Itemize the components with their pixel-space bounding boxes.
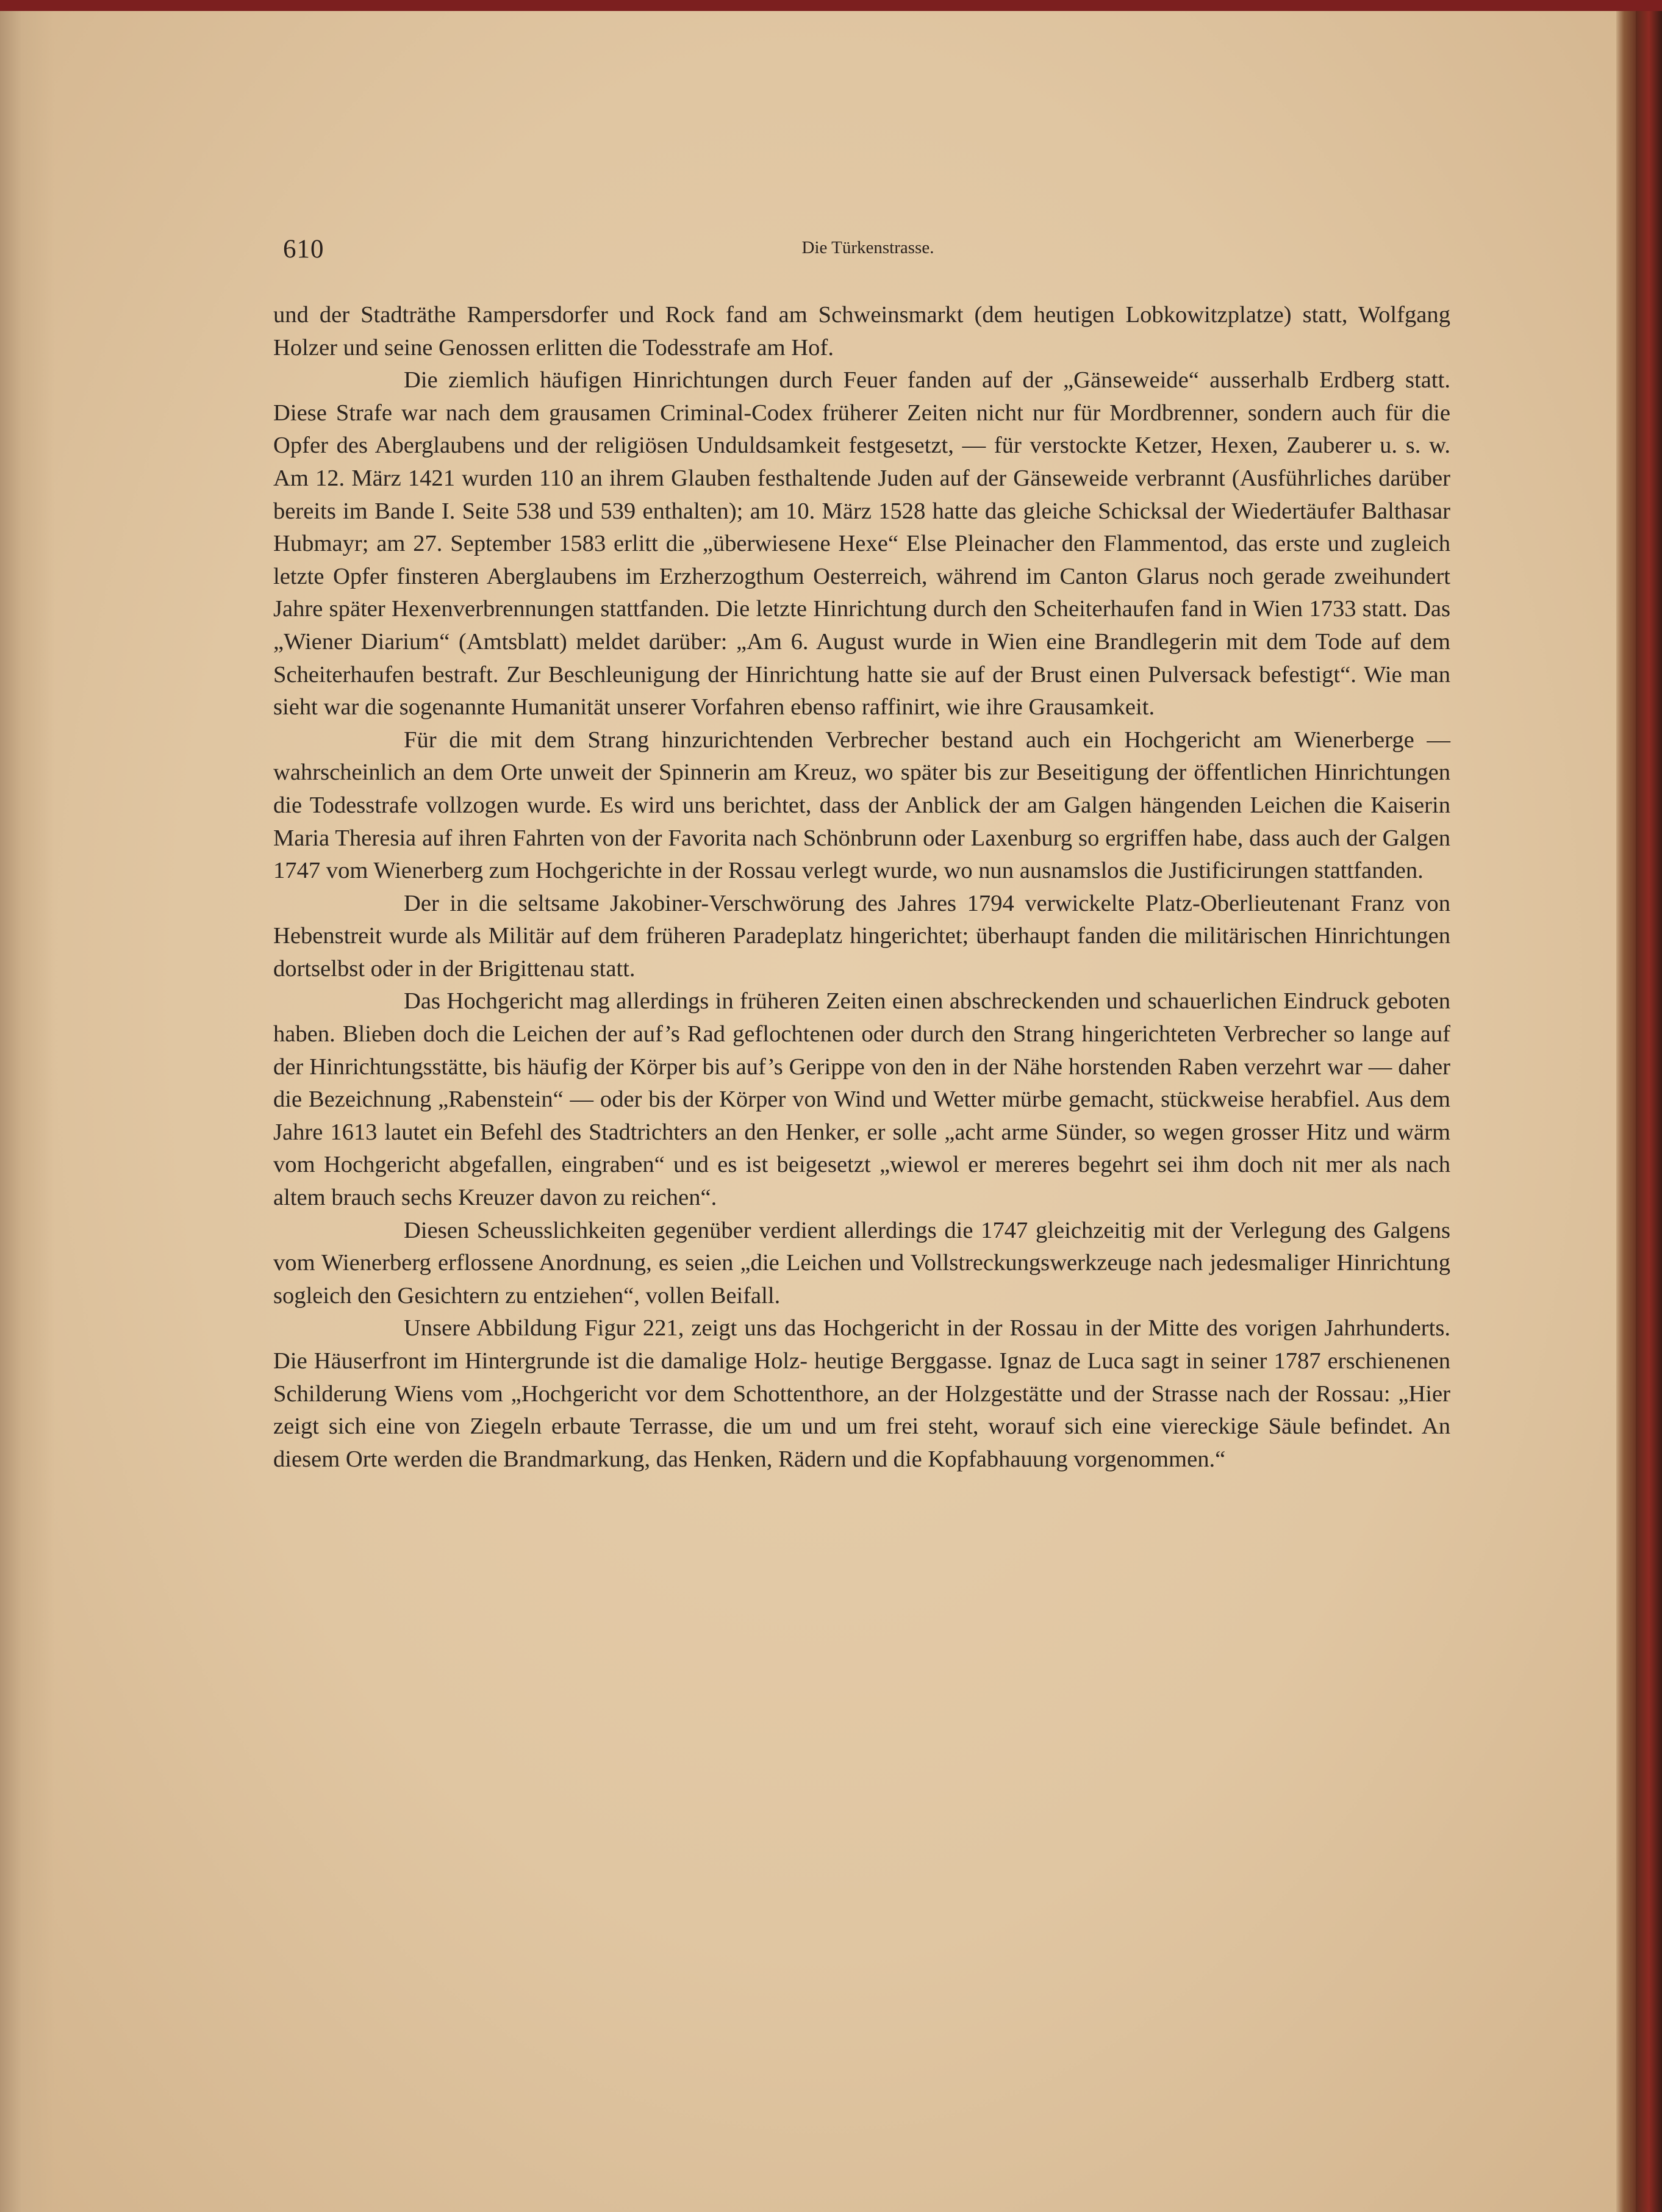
paragraph-7: Unsere Abbildung Figur 221, zeigt uns das Hochgericht in der Rossau in der Mitte des vorigen Jahrhunderts. Die Häuserfront im Hintergrunde ist die damalige Holz- heutige Berggasse. Ignaz de Luca sagt in seiner 1787 erschienenen Schilderung Wiens vom „Hochgericht vor dem Schottenthore, an der Holzgestätte und der Strasse nach der Rossau: „Hier zeigt sich eine von Ziegeln erbaute Terrasse, die um und um frei steht, worauf sich eine viereckige Säule befindet. An diesem Orte werden die Brandmarkung, das Henken, Rädern und die Kopfabhauung vorgenommen.“ bbox=[273, 1315, 1450, 1472]
page-right-edge bbox=[1616, 11, 1636, 2212]
paragraph-1: und der Stadträthe Rampersdorfer und Rock fand am Schweinsmarkt (dem heutigen Lobkowitzplatze) statt, Wolfgang Holzer und seine Genossen erlitten die Todesstrafe am Hof. bbox=[273, 302, 1450, 361]
paragraph-3: Für die mit dem Strang hinzurichtenden Verbrecher bestand auch ein Hochgericht am Wienerberge — wahrscheinlich an dem Orte unweit der Spinnerin am Kreuz, wo später bis zur Beseitigung der öffentlichen Hinrichtungen die Todesstrafe vollzogen wurde. Es wird uns berichtet, dass der Anblick der am Galgen hängenden Leichen die Kaiserin Maria Theresia auf ihren Fahrten von der Favorita nach Schönbrunn oder Laxenburg so ergriffen habe, dass auch der Galgen 1747 vom Wienerberg zum Hochgerichte in der Rossau verlegt wurde, wo nun ausnamslos die Justificirungen stattfanden. bbox=[273, 727, 1450, 884]
body-text bbox=[273, 299, 1450, 1476]
paragraph-6: Diesen Scheusslichkeiten gegenüber verdient allerdings die 1747 gleichzeitig mit der Verlegung des Galgens vom Wienerberg erflossene Anordnung, es seien „die Leichen und Vollstreckungswerkzeuge nach jedesmaliger Hinrichtung sogleich den Gesichtern zu entziehen“, vollen Beifall. bbox=[273, 1217, 1450, 1309]
running-title: Die Türkenstrasse. bbox=[801, 238, 934, 257]
paragraph-5: Das Hochgericht mag allerdings in früheren Zeiten einen abschreckenden und schauerlichen Eindruck geboten haben. Blieben doch die Leichen der auf’s Rad geflochtenen oder durch den Strang hingerichteten Verbrecher so lange auf der Hinrichtungsstätte, bis häufig der Körper bis auf’s Gerippe von den in der Nähe horstenden Raben verzehrt war — daher die Bezeichnung „Rabenstein“ — oder bis der Körper von Wind und Wetter mürbe gemacht, stückweise herabfiel. Aus dem Jahre 1613 lautet ein Befehl des Stadtrichters an den Henker, er solle „acht arme Sünder, so wegen grosser Hitz und wärm vom Hochgericht abgefallen, eingraben“ und es ist beigesetzt „wiewol er mereres begehrt sei ihm doch nit mer als nach altem brauch sechs Kreuzer davon zu reichen“. bbox=[273, 988, 1450, 1211]
paragraph-2: Die ziemlich häufigen Hinrichtungen durch Feuer fanden auf der „Gänseweide“ ausserhalb Erdberg statt. Diese Strafe war nach dem grausamen Criminal-Codex früherer Zeiten nicht nur für Mordbrenner, sondern auch für die Opfer des Aberglaubens und der religiösen Unduldsamkeit festgesetzt, — für verstockte Ketzer, Hexen, Zauberer u. s. w. Am 12. März 1421 wurden 110 an ihrem Glauben festhaltende Juden auf der Gänseweide verbrannt (Ausführliches darüber bereits im Bande I. Seite 538 und 539 enthalten); am 10. März 1528 hatte das gleiche Schicksal der Wiedertäufer Balthasar Hubmayr; am 27. September 1583 erlitt die „überwiesene Hexe“ Else Pleinacher den Flammentod, das erste und zugleich letzte Opfer finsteren Aberglaubens im Erzherzogthum Oesterreich, während im Canton Glarus noch gerade zweihundert Jahre später Hexenverbrennungen stattfanden. Die letzte Hinrichtung durch den Scheiterhaufen fand in Wien 1733 statt. Das „Wiener Diarium“ (Amtsblatt) meldet darüber: „Am 6. August wurde in Wien eine Brandlegerin mit dem Tode auf dem Scheiterhaufen bestraft. Zur Beschleunigung der Hinrichtung hatte sie auf der Brust einen Pulversack befestigt“. Wie man sieht war die sogenannte Humanität unserer Vorfahren ebenso raffinirt, wie ihre Grausamkeit. bbox=[273, 367, 1450, 720]
page-header bbox=[283, 234, 1453, 271]
book-spine bbox=[1636, 11, 1662, 2212]
page-number: 610 bbox=[283, 235, 324, 264]
top-edge bbox=[0, 0, 1662, 11]
paragraph-4: Der in die seltsame Jakobiner-Verschwörung des Jahres 1794 verwickelte Platz-Oberlieutenant Franz von Hebenstreit wurde als Militär auf dem früheren Paradeplatz hingerichtet; überhaupt fanden die militärischen Hinrichtungen dortselbst oder in der Brigittenau statt. bbox=[273, 890, 1450, 982]
page-gutter-shadow bbox=[0, 11, 55, 2212]
